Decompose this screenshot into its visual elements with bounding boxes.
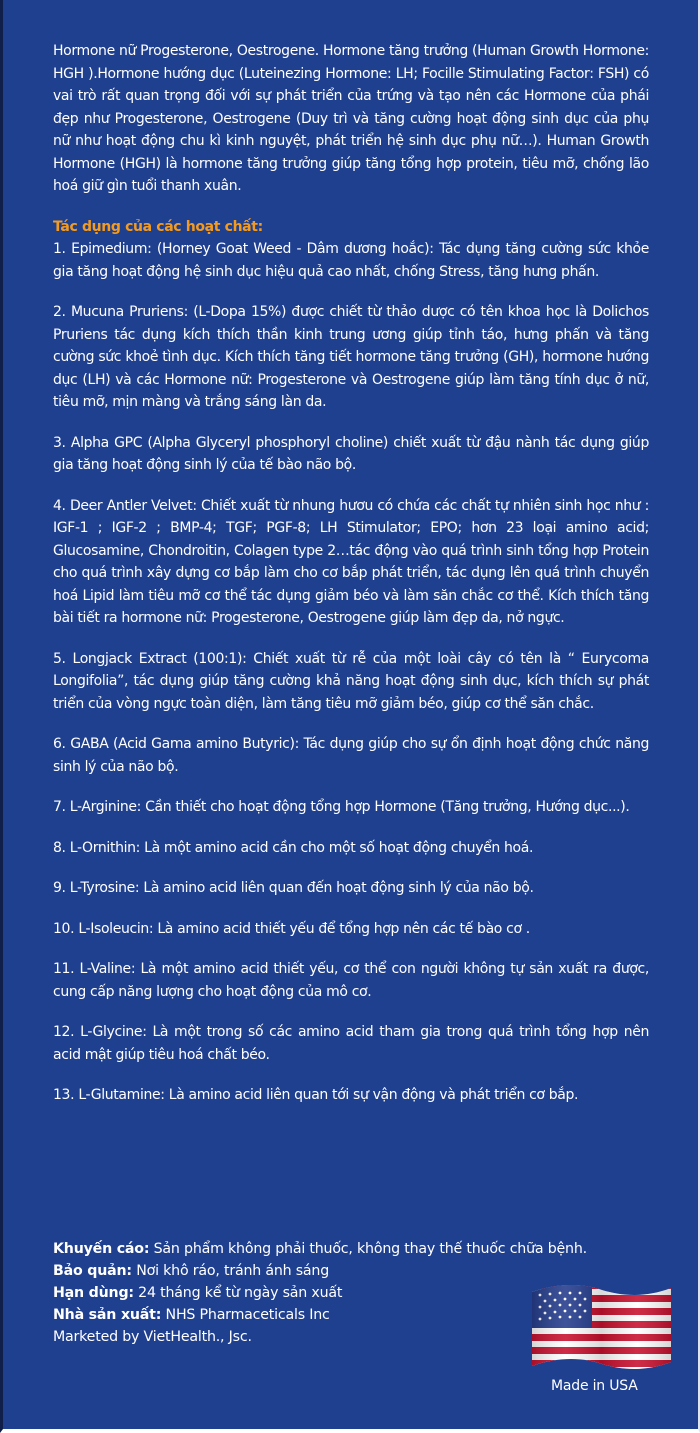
ingredient-item: 1. Epimedium: (Horney Goat Weed - Dâm dương hoắc): Tác dụng tăng cường sức khỏe gia tăng hoạt động hệ sinh dục hiệu quả cao nhất, chống Stress, tăng hưng phấn. xyxy=(53,241,649,280)
storage-label: Bảo quản: xyxy=(53,1263,132,1279)
marketed-by: Marketed by VietHealth., Jsc. xyxy=(53,1329,252,1345)
made-in-label: Made in USA xyxy=(551,1378,638,1394)
intro-paragraph: Hormone nữ Progesterone, Oestrogene. Hormone tăng trưởng (Human Growth Hormone: HGH ).Hormone hướng dục (Luteinezing Hormone: LH; Focille Stimulating Factor: FSH) có vai trò rất quan trọng đối với sự phát triển của trứng và tạo nên các Hormone của phái đẹp như Progesterone, Oestrogene (Duy trì và tăng cường hoạt động sinh dục của phụ nữ như hoạt động chu kì kinh nguyệt, phát triển hệ sinh dục phụ nữ…). Human Growth Hormone (HGH) là hormone tăng trưởng giúp tăng tổng hợp protein, tiêu mỡ, chống lão hoá giữ gìn tuổi thanh xuân. xyxy=(53,43,649,194)
ingredient-item: 8. L-Ornithin: Là một amino acid cần cho một số hoạt động chuyển hoá. xyxy=(53,839,534,856)
ingredient-item: 6. GABA (Acid Gama amino Butyric): Tác dụng giúp cho sự ổn định hoạt động chức năng sinh lý của não bộ. xyxy=(53,736,649,775)
warning-label: Khuyến cáo: xyxy=(53,1241,150,1257)
ingredient-item: 11. L-Valine: Là một amino acid thiết yếu, cơ thể con người không tự sản xuất ra được, cung cấp năng lượng cho hoạt động của mô cơ. xyxy=(53,961,649,1000)
warning-text: Sản phẩm không phải thuốc, không thay thế thuốc chữa bệnh. xyxy=(149,1241,587,1257)
ingredient-item: 2. Mucuna Pruriens: (L-Dopa 15%) được chiết từ thảo dược có tên khoa học là Dolichos Pruriens tác dụng kích thích thần kinh trung ương giúp tỉnh táo, hưng phấn và tăng cường sức khoẻ tình dục. Kích thích tăng tiết hormone tăng trưởng (GH), hormone hướng dục (LH) và các Hormone nữ: Progesterone và Oestrogene giúp làm tăng tính dục ở nữ, tiêu mỡ, mịn màng và trắng sáng làn da. xyxy=(53,304,649,410)
ingredient-item: 13. L-Glutamine: Là amino acid liên quan tới sự vận động và phát triển cơ bắp. xyxy=(53,1087,579,1103)
maker-text: NHS Pharmaceticals Inc xyxy=(161,1307,330,1323)
ingredient-item: 9. L-Tyrosine: Là amino acid liên quan đến hoạt động sinh lý của não bộ. xyxy=(53,880,534,896)
ingredient-item: 4. Deer Antler Velvet: Chiết xuất từ nhung hươu có chứa các chất tự nhiên sinh học như : IGF-1 ; IGF-2 ; BMP-4; TGF; PGF-8; LH Stimulator; EPO; hơn 23 loại amino acid; Glucosamine, Chondroitin, Colagen type 2…tác động vào quá trình sinh tổng hợp Protein cho quá trình xây dựng cơ bắp làm cho cơ bắp phát triển, tác dụng lên quá trình chuyển hoá Lipid làm tiêu mỡ cơ thể tác dụng giảm béo và làm săn chắc cơ thể. Kích thích tăng bài tiết ra hormone nữ: Progesterone, Oestrogene giúp làm đẹp da, nở ngực. xyxy=(53,497,649,626)
ingredient-item: 3. Alpha GPC (Alpha Glyceryl phosphoryl choline) chiết xuất từ đậu nành tác dụng giúp gia tăng hoạt động sinh lý của tế bào não bộ. xyxy=(53,434,649,473)
ingredient-item: 12. L-Glycine: Là một trong số các amino acid tham gia trong quá trình tổng hợp nên acid mật giúp tiêu hoá chất béo. xyxy=(53,1024,649,1063)
storage-line xyxy=(53,1260,673,1282)
usa-flag-icon xyxy=(530,1282,673,1370)
warning-line xyxy=(53,1238,673,1260)
content-area xyxy=(53,40,649,1125)
ingredient-item: 5. Longjack Extract (100:1): Chiết xuất từ rễ của một loài cây có tên là “ Eurycoma Longifolia”, tác dụng giúp tăng cường khả năng hoạt động sinh dục, kích thích sự phát triển của vòng ngực toàn diện, làm tăng tiêu mỡ giảm béo, giúp cơ thể săn chắc. xyxy=(53,650,649,712)
ingredient-item: 7. L-Arginine: Cần thiết cho hoạt động tổng hợp Hormone (Tăng trưởng, Hướng dục...). xyxy=(53,799,630,815)
ingredient-item: 10. L-Isoleucin: Là amino acid thiết yếu để tổng hợp nên các tế bào cơ . xyxy=(53,920,530,937)
expiry-text: 24 tháng kể từ ngày sản xuất xyxy=(133,1285,343,1301)
storage-text: Nơi khô ráo, tránh ánh sáng xyxy=(131,1263,330,1279)
maker-label: Nhà sản xuất: xyxy=(53,1307,162,1323)
section-heading: Tác dụng của các hoạt chất: xyxy=(53,218,263,235)
expiry-label: Hạn dùng: xyxy=(53,1285,134,1301)
